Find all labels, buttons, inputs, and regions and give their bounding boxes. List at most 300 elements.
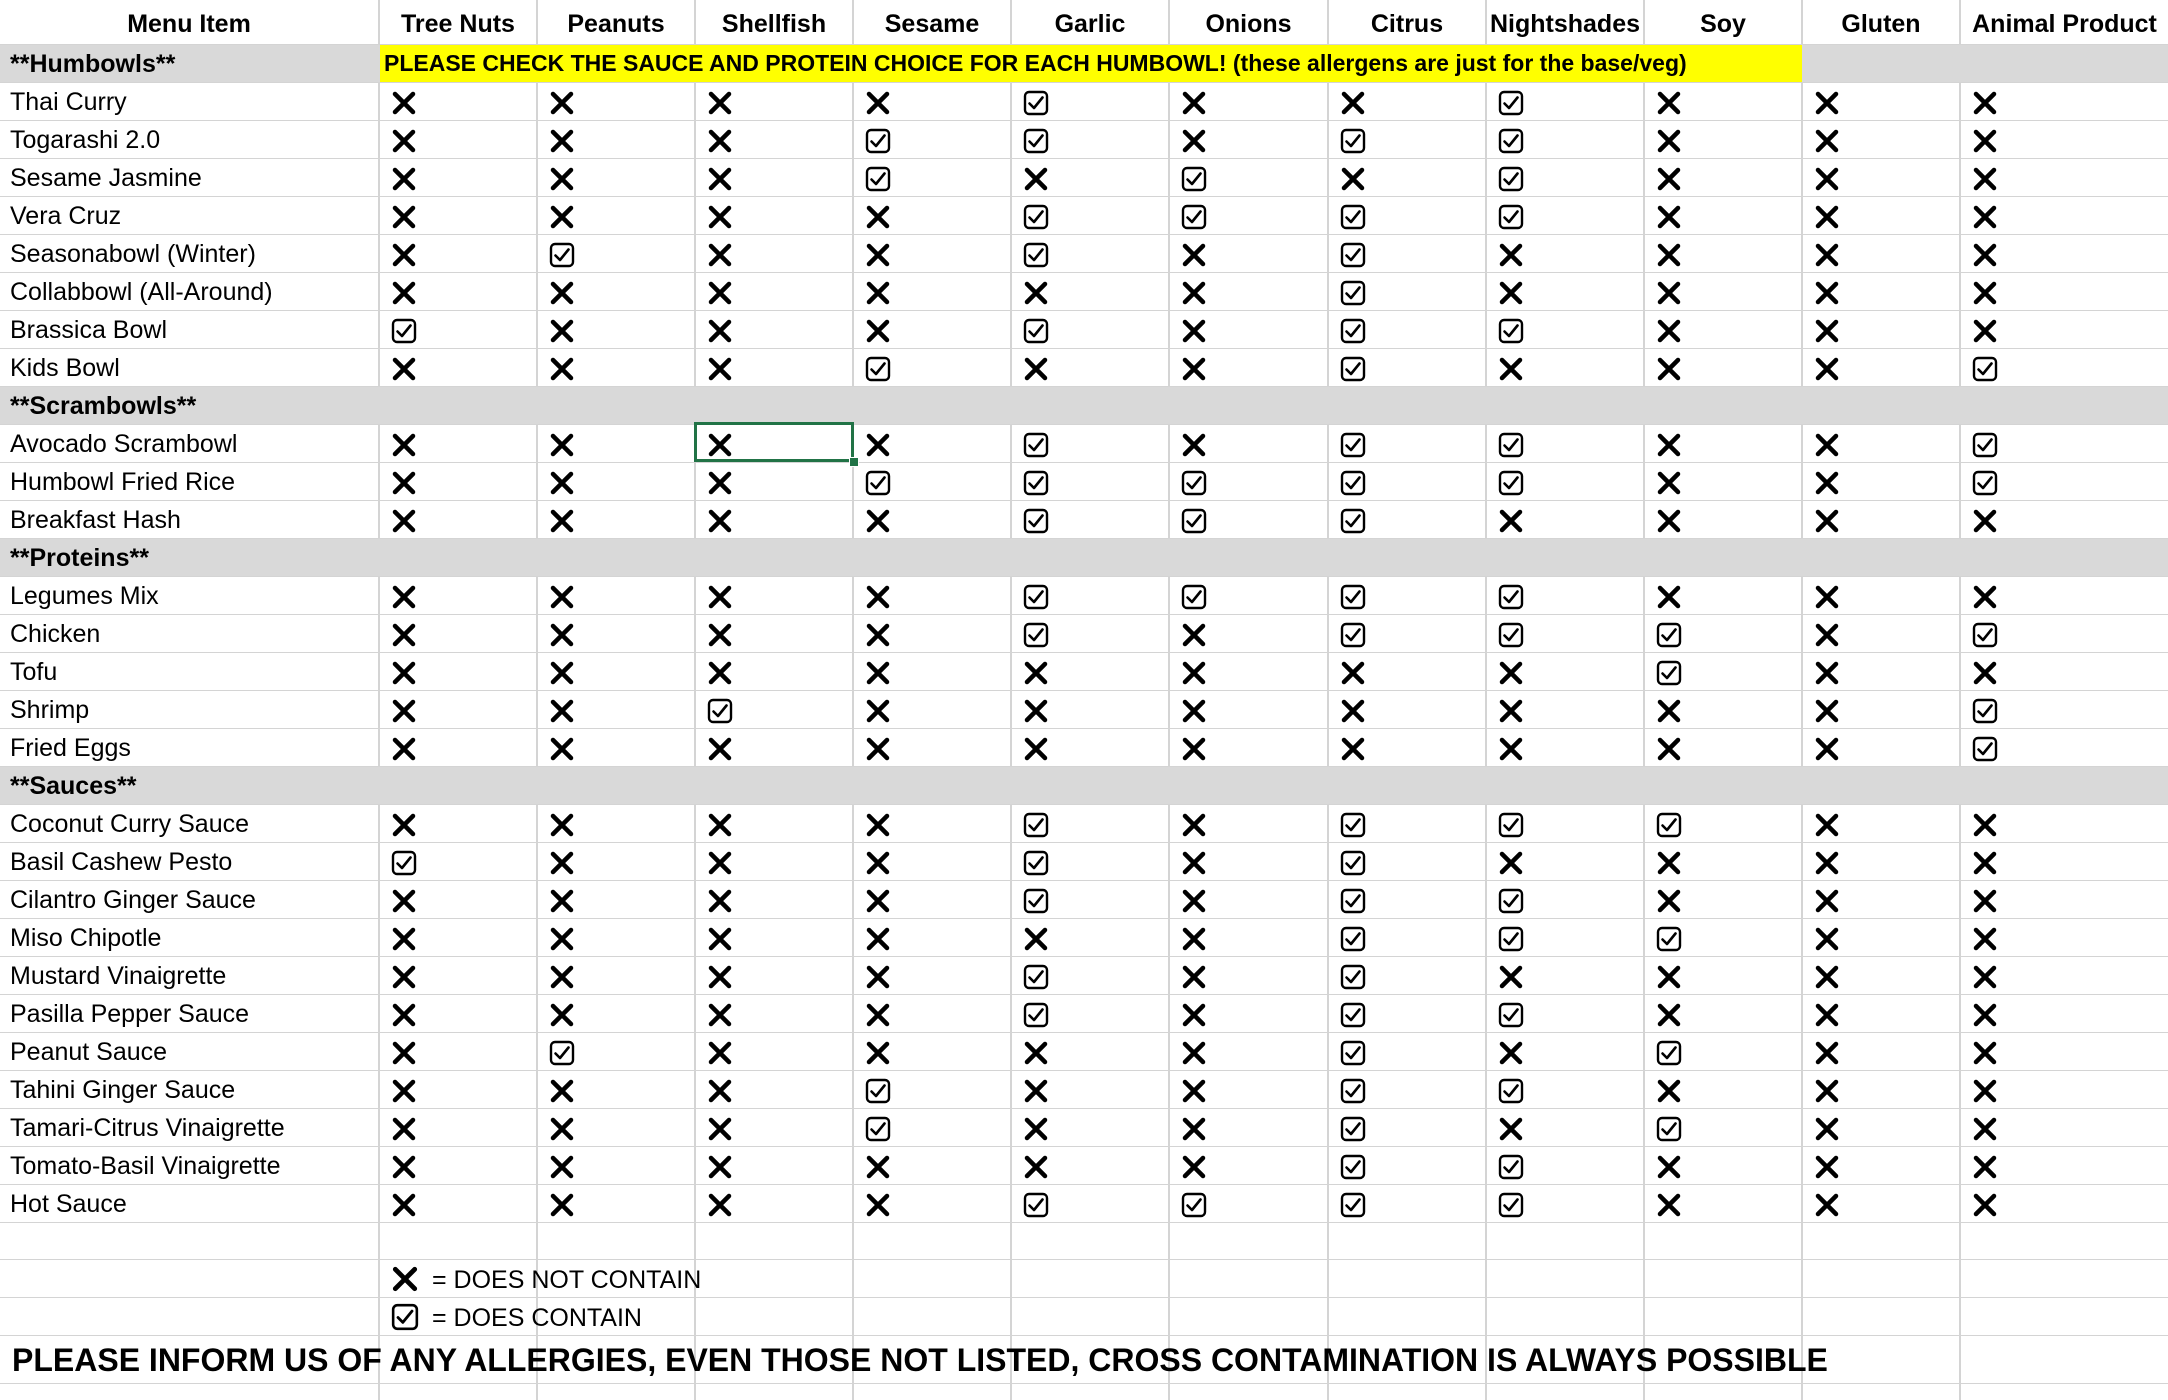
x-mark-icon	[1972, 850, 1998, 876]
x-mark-icon	[1814, 128, 1840, 154]
x-mark-icon	[549, 1192, 575, 1218]
x-mark-icon	[1181, 964, 1207, 990]
table-row[interactable]	[0, 1109, 2168, 1147]
x-mark-icon	[1972, 90, 1998, 116]
x-mark-icon	[549, 926, 575, 952]
x-mark-icon	[1181, 622, 1207, 648]
x-mark-icon	[1656, 432, 1682, 458]
x-mark-icon	[1814, 1002, 1840, 1028]
x-mark-icon	[707, 166, 733, 192]
menu-item-name: Kids Bowl	[10, 354, 120, 382]
x-mark-icon	[1814, 926, 1840, 952]
x-mark-icon	[391, 926, 417, 952]
checkbox-checked-icon	[391, 1303, 419, 1331]
x-mark-icon	[1023, 1040, 1049, 1066]
x-mark-icon	[1023, 1078, 1049, 1104]
menu-item-name: Chicken	[10, 620, 101, 648]
x-mark-icon	[1498, 356, 1524, 382]
x-mark-icon	[865, 812, 891, 838]
x-mark-icon	[707, 242, 733, 268]
checkbox-checked-icon	[1340, 850, 1366, 876]
checkbox-checked-icon	[1498, 1078, 1524, 1104]
checkbox-checked-icon	[1498, 1192, 1524, 1218]
table-row[interactable]	[0, 83, 2168, 121]
checkbox-checked-icon	[1340, 1002, 1366, 1028]
x-mark-icon	[1656, 242, 1682, 268]
x-mark-icon	[391, 1116, 417, 1142]
x-mark-icon	[1181, 888, 1207, 914]
x-mark-icon	[865, 926, 891, 952]
x-mark-icon	[1340, 736, 1366, 762]
x-mark-icon	[1656, 1002, 1682, 1028]
menu-item-name: Avocado Scrambowl	[10, 430, 238, 458]
column-header-sesame[interactable]: Sesame	[884, 10, 980, 38]
x-mark-icon	[707, 90, 733, 116]
x-mark-icon	[1972, 128, 1998, 154]
x-mark-icon	[391, 356, 417, 382]
table-row[interactable]	[0, 1033, 2168, 1071]
checkbox-checked-icon	[1340, 964, 1366, 990]
menu-item-name: Breakfast Hash	[10, 506, 181, 534]
x-mark-icon	[1814, 356, 1840, 382]
column-header-animal-product[interactable]: Animal Product	[1972, 10, 2157, 38]
checkbox-checked-icon	[1972, 356, 1998, 382]
table-row[interactable]	[0, 881, 2168, 919]
x-mark-icon	[1498, 242, 1524, 268]
x-mark-icon	[1972, 242, 1998, 268]
x-mark-icon	[1498, 1116, 1524, 1142]
x-mark-icon	[707, 1002, 733, 1028]
column-header-shellfish[interactable]: Shellfish	[721, 10, 827, 38]
column-header-garlic[interactable]: Garlic	[1054, 10, 1126, 38]
x-mark-icon	[1656, 1192, 1682, 1218]
x-mark-icon	[707, 318, 733, 344]
x-mark-icon	[1972, 1078, 1998, 1104]
table-row[interactable]	[0, 425, 2168, 463]
checkbox-checked-icon	[1656, 622, 1682, 648]
section-header-row[interactable]	[0, 767, 2168, 805]
table-row[interactable]	[0, 1185, 2168, 1223]
table-row[interactable]	[0, 121, 2168, 159]
x-mark-icon	[1814, 242, 1840, 268]
x-mark-icon	[549, 356, 575, 382]
checkbox-checked-icon	[1498, 204, 1524, 230]
x-mark-icon	[707, 1040, 733, 1066]
x-mark-icon	[391, 1192, 417, 1218]
menu-item-name: Tahini Ginger Sauce	[10, 1076, 236, 1104]
checkbox-checked-icon	[1656, 812, 1682, 838]
x-mark-icon	[707, 850, 733, 876]
legend-not-contain-label: = DOES NOT CONTAIN	[432, 1266, 702, 1294]
x-mark-icon	[391, 660, 417, 686]
checkbox-checked-icon	[1181, 584, 1207, 610]
x-mark-icon	[549, 1002, 575, 1028]
menu-item-name: Miso Chipotle	[10, 924, 162, 952]
x-mark-icon	[391, 470, 417, 496]
checkbox-checked-icon	[1972, 622, 1998, 648]
x-mark-icon	[391, 888, 417, 914]
x-mark-icon	[1656, 166, 1682, 192]
fill-handle[interactable]	[849, 457, 859, 467]
x-mark-icon	[549, 1116, 575, 1142]
table-row[interactable]	[0, 235, 2168, 273]
x-mark-icon	[865, 964, 891, 990]
x-mark-icon	[1814, 584, 1840, 610]
menu-item-name: Togarashi 2.0	[10, 126, 161, 154]
column-header-menu-item[interactable]: Menu Item	[127, 10, 251, 38]
section-title: **Scrambowls**	[10, 392, 197, 420]
x-mark-icon	[1340, 660, 1366, 686]
x-mark-icon	[865, 660, 891, 686]
x-mark-icon	[1972, 1116, 1998, 1142]
legend-row-not-contain	[0, 1260, 2168, 1298]
x-mark-icon	[1023, 166, 1049, 192]
menu-item-name: Shrimp	[10, 696, 90, 724]
x-mark-icon	[549, 166, 575, 192]
x-mark-icon	[1181, 736, 1207, 762]
x-mark-icon	[707, 470, 733, 496]
checkbox-checked-icon	[1340, 128, 1366, 154]
column-header-gluten[interactable]: Gluten	[1841, 10, 1921, 38]
table-row[interactable]	[0, 463, 2168, 501]
x-mark-icon	[707, 128, 733, 154]
x-mark-icon	[707, 812, 733, 838]
table-row[interactable]	[0, 957, 2168, 995]
checkbox-checked-icon	[1023, 584, 1049, 610]
column-header-row	[0, 0, 2168, 45]
x-mark-icon	[865, 584, 891, 610]
table-row[interactable]	[0, 919, 2168, 957]
x-mark-icon	[1814, 90, 1840, 116]
checkbox-checked-icon	[865, 1078, 891, 1104]
column-header-nightshades[interactable]: Nightshades	[1489, 10, 1641, 38]
checkbox-checked-icon	[1498, 1002, 1524, 1028]
x-mark-icon	[1498, 660, 1524, 686]
x-mark-icon	[1972, 660, 1998, 686]
checkbox-checked-icon	[1972, 470, 1998, 496]
table-row[interactable]	[0, 1147, 2168, 1185]
checkbox-checked-icon	[1340, 242, 1366, 268]
checkbox-checked-icon	[1340, 432, 1366, 458]
checkbox-checked-icon	[1656, 1116, 1682, 1142]
checkbox-checked-icon	[1972, 432, 1998, 458]
section-header-row[interactable]	[0, 45, 2168, 83]
x-mark-icon	[549, 698, 575, 724]
checkbox-checked-icon	[1023, 128, 1049, 154]
x-mark-icon	[1814, 432, 1840, 458]
checkbox-checked-icon	[1023, 318, 1049, 344]
checkbox-checked-icon	[1023, 432, 1049, 458]
checkbox-checked-icon	[1023, 508, 1049, 534]
x-mark-icon	[1181, 242, 1207, 268]
x-mark-icon	[391, 508, 417, 534]
x-mark-icon	[1972, 318, 1998, 344]
x-mark-icon	[391, 812, 417, 838]
table-row[interactable]	[0, 197, 2168, 235]
menu-item-name: Humbowl Fried Rice	[10, 468, 236, 496]
x-mark-icon	[1814, 736, 1840, 762]
x-mark-icon	[549, 584, 575, 610]
x-mark-icon	[1656, 470, 1682, 496]
x-mark-icon	[549, 622, 575, 648]
checkbox-checked-icon	[1498, 166, 1524, 192]
menu-item-name: Vera Cruz	[10, 202, 122, 230]
column-header-onions[interactable]: Onions	[1205, 10, 1292, 38]
x-mark-icon	[707, 584, 733, 610]
x-mark-icon	[1814, 204, 1840, 230]
x-mark-icon	[1023, 1116, 1049, 1142]
x-mark-icon	[865, 698, 891, 724]
checkbox-checked-icon	[1340, 470, 1366, 496]
checkbox-checked-icon	[865, 470, 891, 496]
checkbox-checked-icon	[391, 850, 417, 876]
x-mark-icon	[549, 1154, 575, 1180]
x-mark-icon	[391, 584, 417, 610]
x-mark-icon	[1656, 356, 1682, 382]
checkbox-checked-icon	[1498, 926, 1524, 952]
x-mark-icon	[1181, 356, 1207, 382]
section-header-row[interactable]	[0, 387, 2168, 425]
x-mark-icon	[1181, 432, 1207, 458]
x-mark-icon	[1656, 964, 1682, 990]
checkbox-checked-icon	[1340, 318, 1366, 344]
column-header-soy[interactable]: Soy	[1700, 10, 1746, 38]
x-mark-icon	[1814, 280, 1840, 306]
checkbox-checked-icon	[1023, 204, 1049, 230]
checkbox-checked-icon	[1340, 622, 1366, 648]
x-mark-icon	[1340, 90, 1366, 116]
x-mark-icon	[865, 432, 891, 458]
checkbox-checked-icon	[1656, 1040, 1682, 1066]
section-title: **Proteins**	[10, 544, 149, 572]
table-row[interactable]	[0, 1071, 2168, 1109]
checkbox-checked-icon	[1340, 584, 1366, 610]
x-mark-icon	[1814, 318, 1840, 344]
x-mark-icon	[1498, 508, 1524, 534]
x-mark-icon	[1498, 280, 1524, 306]
checkbox-checked-icon	[1181, 166, 1207, 192]
x-mark-icon	[707, 1116, 733, 1142]
checkbox-checked-icon	[391, 318, 417, 344]
x-mark-icon	[1656, 204, 1682, 230]
x-mark-icon	[391, 166, 417, 192]
x-mark-icon	[707, 964, 733, 990]
checkbox-checked-icon	[1340, 888, 1366, 914]
x-mark-icon	[549, 318, 575, 344]
x-mark-icon	[1814, 964, 1840, 990]
checkbox-checked-icon	[1498, 1154, 1524, 1180]
x-mark-icon	[1023, 660, 1049, 686]
table-row[interactable]	[0, 653, 2168, 691]
x-mark-icon	[1181, 1116, 1207, 1142]
x-mark-icon	[1656, 508, 1682, 534]
x-mark-icon	[1814, 1154, 1840, 1180]
x-mark-icon	[1972, 508, 1998, 534]
x-mark-icon	[1972, 204, 1998, 230]
table-row[interactable]	[0, 995, 2168, 1033]
x-mark-icon	[707, 888, 733, 914]
column-header-citrus[interactable]: Citrus	[1370, 10, 1444, 38]
x-mark-icon	[391, 964, 417, 990]
x-mark-icon	[1181, 90, 1207, 116]
checkbox-checked-icon	[1340, 280, 1366, 306]
table-row[interactable]	[0, 501, 2168, 539]
checkbox-checked-icon	[1023, 470, 1049, 496]
column-header-peanuts[interactable]: Peanuts	[567, 10, 665, 38]
table-row[interactable]	[0, 729, 2168, 767]
x-mark-icon	[391, 90, 417, 116]
table-row[interactable]	[0, 311, 2168, 349]
table-row[interactable]	[0, 805, 2168, 843]
table-row[interactable]	[0, 615, 2168, 653]
allergy-warning-footer: PLEASE INFORM US OF ANY ALLERGIES, EVEN THOSE NOT LISTED, CROSS CONTAMINATION IS ALWAYS POSSIBLE	[12, 1342, 1828, 1378]
checkbox-checked-icon	[549, 242, 575, 268]
checkbox-checked-icon	[1340, 1116, 1366, 1142]
x-mark-icon	[865, 736, 891, 762]
x-mark-icon	[391, 242, 417, 268]
x-mark-icon	[865, 622, 891, 648]
x-mark-icon	[865, 508, 891, 534]
x-mark-icon	[1972, 1154, 1998, 1180]
x-mark-icon	[1814, 850, 1840, 876]
checkbox-checked-icon	[1340, 356, 1366, 382]
x-mark-icon	[1656, 850, 1682, 876]
menu-item-name: Hot Sauce	[10, 1190, 127, 1218]
checkbox-checked-icon	[1340, 1154, 1366, 1180]
section-header-row[interactable]	[0, 539, 2168, 577]
x-mark-icon	[707, 660, 733, 686]
x-mark-icon	[549, 508, 575, 534]
x-mark-icon	[1814, 698, 1840, 724]
menu-item-name: Cilantro Ginger Sauce	[10, 886, 256, 914]
menu-item-name: Legumes Mix	[10, 582, 159, 610]
x-mark-icon	[1814, 622, 1840, 648]
x-mark-icon	[707, 1078, 733, 1104]
legend-contain-label: = DOES CONTAIN	[432, 1304, 642, 1332]
menu-item-name: Collabbowl (All-Around)	[10, 278, 273, 306]
x-mark-icon	[707, 622, 733, 648]
checkbox-checked-icon	[1972, 698, 1998, 724]
checkbox-checked-icon	[1498, 432, 1524, 458]
x-mark-icon	[1656, 90, 1682, 116]
checkbox-checked-icon	[1181, 1192, 1207, 1218]
x-mark-icon	[1972, 1192, 1998, 1218]
x-mark-icon	[391, 280, 417, 306]
checkbox-checked-icon	[1498, 470, 1524, 496]
x-mark-icon	[1656, 318, 1682, 344]
checkbox-checked-icon	[865, 1116, 891, 1142]
checkbox-checked-icon	[1181, 470, 1207, 496]
menu-item-name: Fried Eggs	[10, 734, 131, 762]
x-mark-icon	[1814, 508, 1840, 534]
menu-item-name: Pasilla Pepper Sauce	[10, 1000, 250, 1028]
x-mark-icon	[1656, 736, 1682, 762]
x-mark-icon	[1023, 280, 1049, 306]
x-mark-icon	[391, 1078, 417, 1104]
x-mark-icon	[1498, 850, 1524, 876]
table-row[interactable]	[0, 159, 2168, 197]
checkbox-checked-icon	[1023, 1002, 1049, 1028]
checkbox-checked-icon	[1498, 812, 1524, 838]
x-mark-icon	[1656, 128, 1682, 154]
x-mark-icon	[1181, 1078, 1207, 1104]
checkbox-checked-icon	[1181, 508, 1207, 534]
menu-item-name: Peanut Sauce	[10, 1038, 168, 1066]
checkbox-checked-icon	[707, 698, 733, 724]
column-header-tree-nuts[interactable]: Tree Nuts	[401, 10, 515, 38]
table-row[interactable]	[0, 843, 2168, 881]
x-mark-icon	[707, 1154, 733, 1180]
checkbox-checked-icon	[1656, 660, 1682, 686]
checkbox-checked-icon	[1181, 204, 1207, 230]
table-row[interactable]	[0, 273, 2168, 311]
empty-row[interactable]	[0, 1222, 2168, 1260]
x-mark-icon	[549, 280, 575, 306]
x-mark-icon	[1972, 1002, 1998, 1028]
x-mark-icon	[1972, 964, 1998, 990]
checkbox-checked-icon	[1023, 964, 1049, 990]
x-mark-icon	[1814, 470, 1840, 496]
x-mark-icon	[549, 964, 575, 990]
section-title: **Sauces**	[10, 772, 137, 800]
x-mark-icon	[1498, 698, 1524, 724]
x-mark-icon	[1972, 280, 1998, 306]
x-mark-icon	[1656, 584, 1682, 610]
x-mark-icon	[1181, 128, 1207, 154]
x-mark-icon	[865, 204, 891, 230]
x-mark-icon	[1814, 1040, 1840, 1066]
checkbox-checked-icon	[1498, 128, 1524, 154]
x-mark-icon	[1656, 280, 1682, 306]
x-mark-icon	[1181, 1154, 1207, 1180]
checkbox-checked-icon	[1023, 812, 1049, 838]
x-mark-icon	[1498, 1040, 1524, 1066]
x-mark-icon	[391, 204, 417, 230]
checkbox-checked-icon	[1340, 508, 1366, 534]
x-mark-icon	[549, 90, 575, 116]
x-mark-icon	[865, 318, 891, 344]
x-mark-icon	[1972, 812, 1998, 838]
checkbox-checked-icon	[1656, 926, 1682, 952]
checkbox-checked-icon	[1498, 584, 1524, 610]
x-mark-icon	[391, 128, 417, 154]
table-row[interactable]	[0, 577, 2168, 615]
menu-item-name: Coconut Curry Sauce	[10, 810, 250, 838]
x-mark-icon	[391, 698, 417, 724]
x-mark-icon	[549, 432, 575, 458]
checkbox-checked-icon	[1498, 622, 1524, 648]
x-mark-icon	[391, 1265, 419, 1293]
x-mark-icon	[1814, 166, 1840, 192]
selected-cell-outline[interactable]	[694, 422, 854, 462]
x-mark-icon	[1023, 1154, 1049, 1180]
x-mark-icon	[549, 850, 575, 876]
table-row[interactable]	[0, 349, 2168, 387]
x-mark-icon	[1814, 1078, 1840, 1104]
menu-item-name: Tofu	[10, 658, 58, 686]
x-mark-icon	[549, 470, 575, 496]
x-mark-icon	[1498, 964, 1524, 990]
checkbox-checked-icon	[1972, 736, 1998, 762]
checkbox-checked-icon	[1023, 622, 1049, 648]
x-mark-icon	[707, 356, 733, 382]
x-mark-icon	[1340, 166, 1366, 192]
x-mark-icon	[549, 1078, 575, 1104]
x-mark-icon	[1181, 280, 1207, 306]
table-row[interactable]	[0, 691, 2168, 729]
x-mark-icon	[391, 1040, 417, 1066]
x-mark-icon	[1023, 926, 1049, 952]
